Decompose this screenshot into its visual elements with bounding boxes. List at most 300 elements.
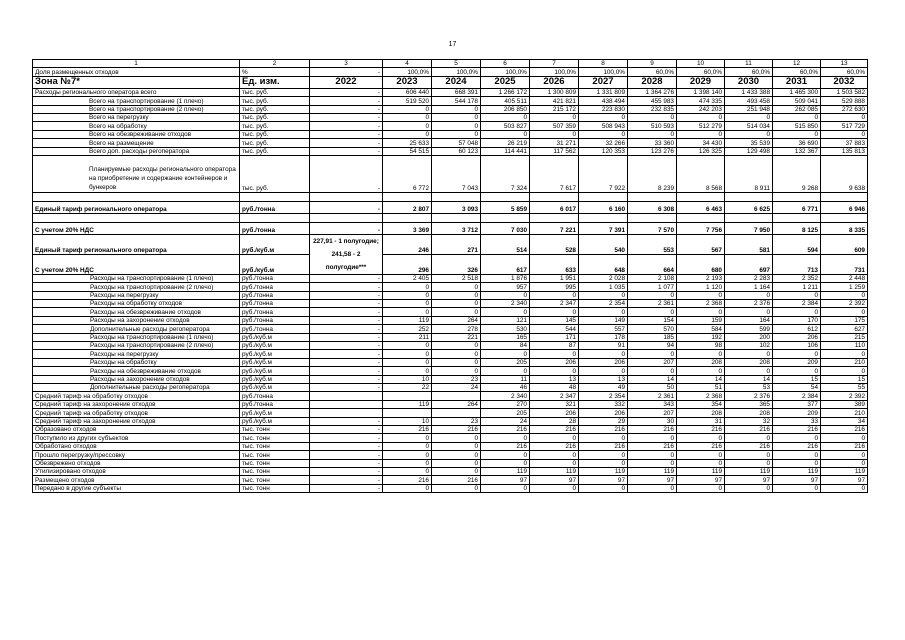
row-value: 365	[725, 400, 773, 408]
row-label: Средний тариф на захоронение отходов	[33, 417, 240, 425]
row-base-year-value: -	[310, 139, 383, 147]
row-value: 208	[677, 409, 725, 417]
row-base-year-value: -	[310, 155, 383, 192]
row-value: 2 347	[530, 300, 579, 308]
row-value: 210	[821, 358, 868, 366]
row-value: 544 178	[432, 97, 481, 105]
row-value	[383, 213, 432, 222]
table-row	[33, 342, 868, 350]
row-base-year-value: -	[310, 333, 383, 341]
row-value: 271	[432, 234, 481, 254]
row-value: 0	[481, 291, 530, 299]
row-value: 0	[725, 308, 773, 316]
row-value: 2 384	[773, 300, 821, 308]
row-value: 680	[677, 254, 725, 274]
column-number: 10	[677, 60, 725, 68]
row-value: 0	[383, 300, 432, 308]
row-value: 584	[677, 325, 725, 333]
row-value: 10	[383, 417, 432, 425]
column-number: 9	[628, 60, 677, 68]
row-base-year-value: -	[310, 434, 383, 442]
table-row	[33, 308, 868, 316]
row-value: 0	[821, 130, 868, 138]
row-value: 0	[383, 105, 432, 113]
row-value: 0	[725, 367, 773, 375]
row-value: 171	[530, 333, 579, 341]
row-value: 264	[432, 400, 481, 408]
row-value: 60,0%	[773, 68, 821, 76]
row-value: 0	[821, 350, 868, 358]
row-unit: тыс. тонн	[240, 467, 310, 475]
row-value	[628, 192, 677, 201]
row-label: Расходы на транспортирование (1 плечо)	[33, 333, 240, 341]
row-label: Всего доп. расходы регоператора	[33, 147, 240, 155]
page-number: 17	[448, 41, 457, 48]
row-value: 648	[579, 254, 628, 274]
row-value: 2 376	[725, 392, 773, 400]
row-value: 0	[677, 113, 725, 121]
row-value	[628, 213, 677, 222]
row-value: 664	[628, 254, 677, 274]
row-value: 0	[530, 459, 579, 467]
row-value: 1 433 388	[725, 88, 773, 96]
row-unit: руб./куб.м	[240, 358, 310, 366]
row-value: 0	[530, 113, 579, 121]
row-value: 296	[383, 254, 432, 274]
table-row	[33, 222, 868, 234]
row-value: 0	[579, 350, 628, 358]
row-unit: тыс. тонн	[240, 425, 310, 433]
row-label: Прошло перегрузку/прессовку	[33, 451, 240, 459]
row-label: Размещено отходов	[33, 476, 240, 484]
row-unit: тыс. тонн	[240, 476, 310, 484]
row-value: 0	[481, 350, 530, 358]
table-row	[33, 400, 868, 408]
table-row	[33, 417, 868, 425]
row-unit: тыс. тонн	[240, 434, 310, 442]
row-value: 609	[821, 234, 868, 254]
table-row	[33, 192, 868, 201]
row-value: 0	[773, 451, 821, 459]
row-value: 6 160	[579, 201, 628, 213]
row-value: 1 266 172	[481, 88, 530, 96]
row-value: 14	[677, 375, 725, 383]
row-base-year-value: -	[310, 316, 383, 324]
row-value: 7 391	[579, 222, 628, 234]
row-value: 0	[432, 300, 481, 308]
row-value: 205	[481, 358, 530, 366]
row-value: 0	[579, 130, 628, 138]
row-base-year-value	[310, 400, 383, 408]
row-value: 2 340	[481, 392, 530, 400]
row-label: С учетом 20% НДС	[33, 254, 240, 274]
row-value: 2 368	[677, 300, 725, 308]
row-value: 46	[481, 383, 530, 391]
row-value: 2 108	[628, 274, 677, 282]
row-value: 121	[481, 316, 530, 324]
row-value: 14	[628, 375, 677, 383]
row-value: 0	[481, 484, 530, 492]
row-value: 207	[628, 409, 677, 417]
table-row	[33, 300, 868, 308]
row-value: 0	[530, 350, 579, 358]
row-unit: руб./тонна	[240, 283, 310, 291]
row-label: Утилизировано отходов	[33, 467, 240, 475]
row-value: 6 625	[725, 201, 773, 213]
row-value: 207	[628, 358, 677, 366]
row-value: 206	[579, 358, 628, 366]
row-value: 270	[481, 400, 530, 408]
row-value: 0	[628, 451, 677, 459]
row-value: 713	[773, 254, 821, 274]
row-value: 567	[677, 234, 725, 254]
row-value: 510 593	[628, 122, 677, 130]
row-value: 54	[773, 383, 821, 391]
row-value: 0	[628, 130, 677, 138]
row-value: 100,0%	[383, 68, 432, 76]
row-value: 216	[579, 425, 628, 433]
row-value: 0	[725, 434, 773, 442]
row-value: 31 271	[530, 139, 579, 147]
row-base-year-value: -	[310, 274, 383, 282]
table-row	[33, 254, 868, 274]
table-row	[33, 476, 868, 484]
table-row	[33, 139, 868, 147]
row-value: 0	[383, 459, 432, 467]
row-value: 2 283	[725, 274, 773, 282]
row-unit: руб./куб.м	[240, 367, 310, 375]
row-value: 102	[725, 342, 773, 350]
row-value: 209	[773, 358, 821, 366]
table-row	[33, 392, 868, 400]
row-value: 0	[383, 484, 432, 492]
row-label	[33, 213, 240, 222]
row-unit: Ед. изм.	[240, 76, 310, 88]
row-base-year-value: -	[310, 358, 383, 366]
row-value: 209	[773, 409, 821, 417]
row-value: 6 946	[821, 201, 868, 213]
row-value: 0	[677, 451, 725, 459]
row-value: 206	[773, 333, 821, 341]
row-value: 0	[821, 434, 868, 442]
row-value: 7 043	[432, 155, 481, 192]
row-value: 515 850	[773, 122, 821, 130]
row-value: 7 570	[628, 222, 677, 234]
row-value: 1 300 809	[530, 88, 579, 96]
row-value: 7 030	[481, 222, 530, 234]
row-unit: руб./куб.м	[240, 342, 310, 350]
row-unit: тыс. тонн	[240, 459, 310, 467]
row-value: 23	[432, 417, 481, 425]
row-value: 0	[773, 291, 821, 299]
row-value: 0	[628, 308, 677, 316]
row-value: 0	[579, 113, 628, 121]
row-label: Расходы на обработку отходов	[33, 300, 240, 308]
row-value: 87	[530, 342, 579, 350]
row-value: 0	[677, 350, 725, 358]
row-value: 0	[628, 367, 677, 375]
row-value: 7 617	[530, 155, 579, 192]
row-unit: руб./тонна	[240, 400, 310, 408]
row-value	[383, 392, 432, 400]
row-label: Обезврежено отходов	[33, 459, 240, 467]
row-base-year-value: 227,91 - 1 полугодие; 241,58 - 2 полугодие***	[310, 234, 383, 274]
row-value: 106	[773, 342, 821, 350]
row-value: 377	[773, 400, 821, 408]
column-number: 5	[432, 60, 481, 68]
row-label: Расходы регионального оператора всего	[33, 88, 240, 96]
row-value: 0	[383, 308, 432, 316]
row-value: 0	[725, 451, 773, 459]
row-value	[821, 192, 868, 201]
row-value: 995	[530, 283, 579, 291]
row-value: 0	[383, 342, 432, 350]
row-value: 0	[628, 459, 677, 467]
row-value: 0	[383, 367, 432, 375]
row-base-year-value: -	[310, 476, 383, 484]
row-value: 6 017	[530, 201, 579, 213]
row-value: 216	[821, 442, 868, 450]
row-label: Расходы на перегрузку	[33, 291, 240, 299]
row-value: 149	[579, 316, 628, 324]
row-value: 119	[579, 467, 628, 475]
row-unit: тыс. руб.	[240, 147, 310, 155]
row-value: 97	[481, 476, 530, 484]
row-value: 0	[628, 484, 677, 492]
row-value: 119	[773, 467, 821, 475]
row-value: 0	[530, 367, 579, 375]
row-base-year-value: -	[310, 484, 383, 492]
row-unit: тыс. руб.	[240, 155, 310, 192]
row-value: 474 335	[677, 97, 725, 105]
row-value: 599	[725, 325, 773, 333]
column-number: 12	[773, 60, 821, 68]
row-unit: руб./куб.м	[240, 409, 310, 417]
column-number: 7	[530, 60, 579, 68]
row-value: 206	[579, 409, 628, 417]
row-value: 0	[383, 467, 432, 475]
row-label: Доля размещенных отходов	[33, 68, 240, 76]
row-value: 0	[628, 434, 677, 442]
row-label: Планируемые расходы регионального оператора на приобретение и содержание контейнеров и бункеров	[33, 155, 240, 192]
row-value: 164	[725, 316, 773, 324]
column-number: 13	[821, 60, 868, 68]
row-value: 262 085	[773, 105, 821, 113]
row-value: 1 503 582	[821, 88, 868, 96]
row-value: 114 441	[481, 147, 530, 155]
row-value: 216	[481, 442, 530, 450]
row-value: 0	[579, 434, 628, 442]
row-value: 0	[481, 451, 530, 459]
row-value: 332	[579, 400, 628, 408]
row-label: Всего на транспортирование (2 плечо)	[33, 105, 240, 113]
row-value: 557	[579, 325, 628, 333]
row-value: 31	[677, 417, 725, 425]
row-base-year-value: -	[310, 325, 383, 333]
row-value: 507 359	[530, 122, 579, 130]
row-value: 84	[481, 342, 530, 350]
row-value: 0	[383, 283, 432, 291]
row-value: 232 835	[628, 105, 677, 113]
row-value: 2029	[677, 76, 725, 88]
row-value: 493 458	[725, 97, 773, 105]
row-value: 2030	[725, 76, 773, 88]
table-row	[33, 367, 868, 375]
table-row	[33, 201, 868, 213]
row-value: 216	[628, 442, 677, 450]
row-value: 0	[383, 291, 432, 299]
row-value: 0	[628, 113, 677, 121]
row-label: Расходы на захоронение отходов	[33, 316, 240, 324]
row-value: 2 405	[383, 274, 432, 282]
row-value	[481, 213, 530, 222]
row-base-year-value: -	[310, 88, 383, 96]
row-label: Дополнительные расходы регоператора	[33, 383, 240, 391]
row-unit: руб./куб.м	[240, 350, 310, 358]
row-value: 50	[628, 383, 677, 391]
row-unit: тыс. руб.	[240, 97, 310, 105]
table-row	[33, 316, 868, 324]
row-value: 216	[821, 425, 868, 433]
row-value: 208	[725, 409, 773, 417]
row-value: 2 361	[628, 300, 677, 308]
row-label: Поступило из других субъектов	[33, 434, 240, 442]
row-value: 0	[432, 342, 481, 350]
row-value: 7 922	[579, 155, 628, 192]
row-value: 1 035	[579, 283, 628, 291]
row-value: 9 638	[821, 155, 868, 192]
table-row	[33, 76, 868, 88]
row-value: 544	[530, 325, 579, 333]
row-value: 528	[530, 234, 579, 254]
row-value: 2032	[821, 76, 868, 88]
row-label: Расходы на обработку	[33, 358, 240, 366]
table-row	[33, 68, 868, 76]
row-value: 13	[579, 375, 628, 383]
row-value: 24	[481, 417, 530, 425]
row-value: 145	[530, 316, 579, 324]
row-base-year-value: -	[310, 105, 383, 113]
row-unit: тыс. тонн	[240, 484, 310, 492]
row-label: Всего на обработку	[33, 122, 240, 130]
row-value: 57 048	[432, 139, 481, 147]
row-value: 252	[383, 325, 432, 333]
row-value: 668 391	[432, 88, 481, 96]
row-value: 343	[628, 400, 677, 408]
row-value: 0	[677, 291, 725, 299]
row-value: 633	[530, 254, 579, 274]
row-value: 55	[821, 383, 868, 391]
row-value: 0	[821, 484, 868, 492]
row-value	[725, 213, 773, 222]
row-value: 529 888	[821, 97, 868, 105]
row-value: 192	[677, 333, 725, 341]
table-row	[33, 234, 868, 254]
row-value: 1 164	[725, 283, 773, 291]
row-base-year-value: -	[310, 375, 383, 383]
row-value: 2 354	[579, 300, 628, 308]
table-row	[33, 375, 868, 383]
column-number: 2	[240, 60, 310, 68]
row-value	[383, 192, 432, 201]
row-value: 97	[725, 476, 773, 484]
row-value: 242 203	[677, 105, 725, 113]
row-value: 1 077	[628, 283, 677, 291]
row-value: 731	[821, 254, 868, 274]
row-value: 1 211	[773, 283, 821, 291]
row-value: 3 712	[432, 222, 481, 234]
table-row	[33, 88, 868, 96]
row-unit: руб./тонна	[240, 308, 310, 316]
row-unit: тыс. руб.	[240, 105, 310, 113]
row-value: 0	[725, 291, 773, 299]
row-value: 0	[530, 308, 579, 316]
row-value: 2 518	[432, 274, 481, 282]
row-base-year-value: -	[310, 201, 383, 213]
row-value: 216	[725, 425, 773, 433]
row-value: 0	[432, 122, 481, 130]
row-value: 0	[432, 451, 481, 459]
row-value: 2 340	[481, 300, 530, 308]
row-base-year-value: -	[310, 350, 383, 358]
row-value: 957	[481, 283, 530, 291]
row-value: 2 193	[677, 274, 725, 282]
row-value: 6 771	[773, 201, 821, 213]
row-value: 0	[677, 130, 725, 138]
row-value: 216	[530, 442, 579, 450]
row-base-year-value	[310, 392, 383, 400]
row-label: С учетом 20% НДС	[33, 222, 240, 234]
row-label: Расходы на захоронение отходов	[33, 375, 240, 383]
row-base-year-value: -	[310, 367, 383, 375]
row-value: 60,0%	[821, 68, 868, 76]
row-value: 2025	[481, 76, 530, 88]
row-value: 211	[383, 333, 432, 341]
table-row	[33, 459, 868, 467]
row-value: 0	[383, 130, 432, 138]
table-row	[33, 358, 868, 366]
row-value: 421 821	[530, 97, 579, 105]
row-value: 0	[432, 350, 481, 358]
row-label: Расходы на транспортирование (1 плечо)	[33, 274, 240, 282]
row-value: 0	[773, 459, 821, 467]
row-value: 514 034	[725, 122, 773, 130]
row-value: 206	[530, 358, 579, 366]
row-base-year-value: -	[310, 147, 383, 155]
row-value: 22	[383, 383, 432, 391]
row-value: 97	[530, 476, 579, 484]
row-value: 0	[481, 459, 530, 467]
row-value: 28	[530, 417, 579, 425]
table-row	[33, 274, 868, 282]
row-value: 1 259	[821, 283, 868, 291]
row-value: 216	[432, 476, 481, 484]
column-number: 4	[383, 60, 432, 68]
row-value: 8 335	[821, 222, 868, 234]
row-value: 94	[628, 342, 677, 350]
row-value: 2031	[773, 76, 821, 88]
row-value: 37 883	[821, 139, 868, 147]
row-value	[821, 213, 868, 222]
row-value: 0	[579, 291, 628, 299]
row-label: Расходы на перегрузку	[33, 350, 240, 358]
row-base-year-value	[310, 213, 383, 222]
row-value: 36 690	[773, 139, 821, 147]
row-value: 126 325	[677, 147, 725, 155]
row-value: 216	[677, 442, 725, 450]
row-value: 32	[725, 417, 773, 425]
row-value: 0	[677, 459, 725, 467]
